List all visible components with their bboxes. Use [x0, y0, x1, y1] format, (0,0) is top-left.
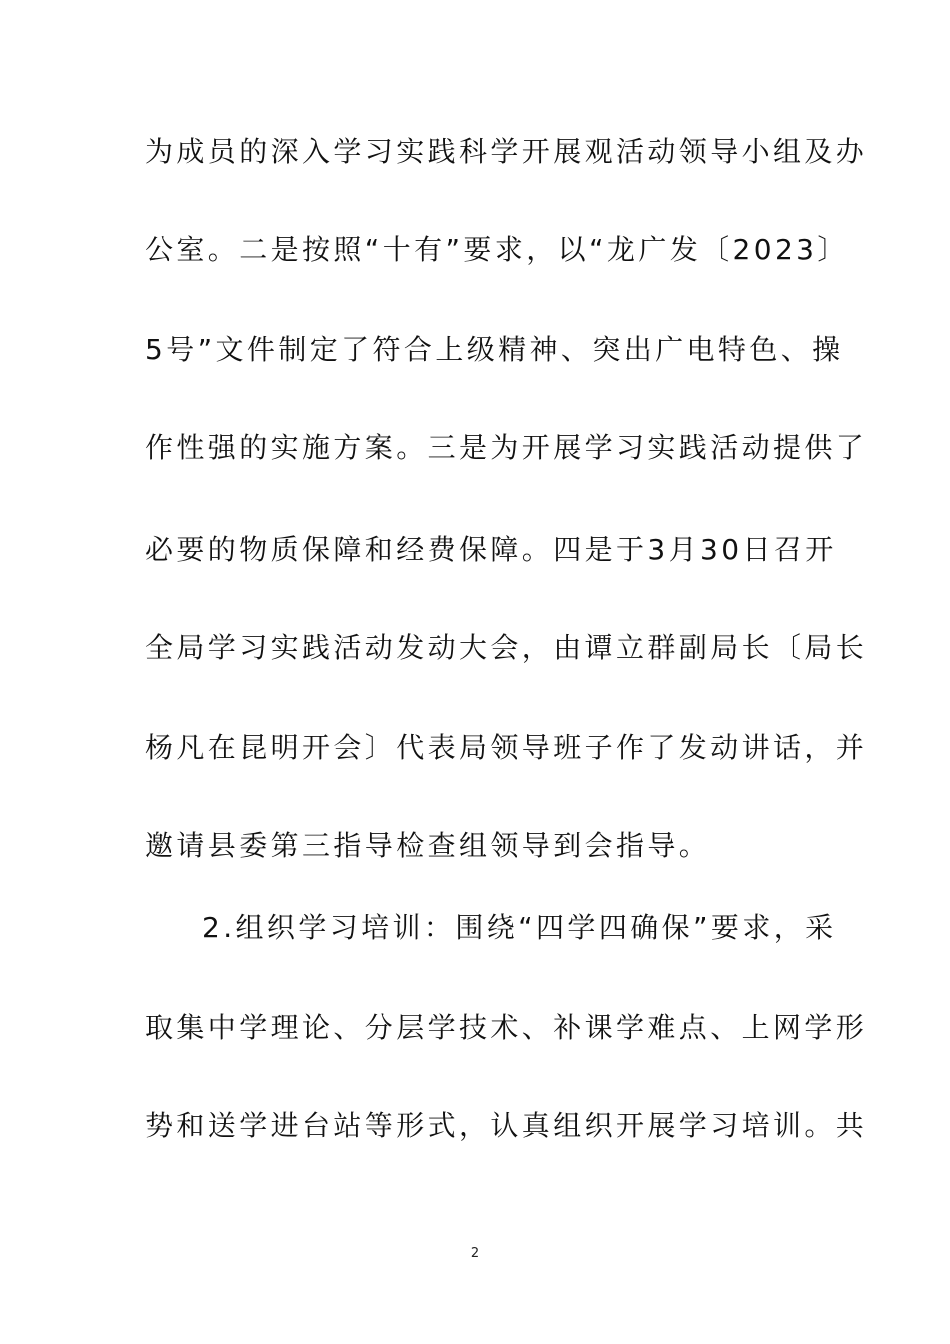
paragraph-line-3: 5号”文件制定了符合上级精神、突出广电特色、操: [145, 333, 844, 366]
paragraph-line-4: 作性强的实施方案。三是为开展学习实践活动提供了: [145, 431, 868, 464]
paragraph-line-1: 为成员的深入学习实践科学开展观活动领导小组及办: [145, 135, 868, 168]
paragraph-line-10: 取集中学理论、分层学技术、补课学难点、上网学形: [145, 1011, 868, 1044]
paragraph-line-2: 公室。二是按照“十有”要求，以“龙广发〔2023〕: [145, 233, 849, 266]
paragraph-line-7: 杨凡在昆明开会〕代表局领导班子作了发动讲话，并: [145, 731, 868, 764]
page-number: 2: [470, 1246, 480, 1261]
paragraph-line-11: 势和送学进台站等形式，认真组织开展学习培训。共: [145, 1109, 868, 1142]
paragraph-line-8: 邀请县委第三指导检查组领导到会指导。: [145, 829, 711, 862]
paragraph-line-5: 必要的物质保障和经费保障。四是于3月30日召开: [145, 533, 837, 566]
paragraph-line-9: 2.组织学习培训：围绕“四学四确保”要求，采: [202, 911, 837, 944]
paragraph-line-6: 全局学习实践活动发动大会，由谭立群副局长〔局长: [145, 631, 868, 664]
